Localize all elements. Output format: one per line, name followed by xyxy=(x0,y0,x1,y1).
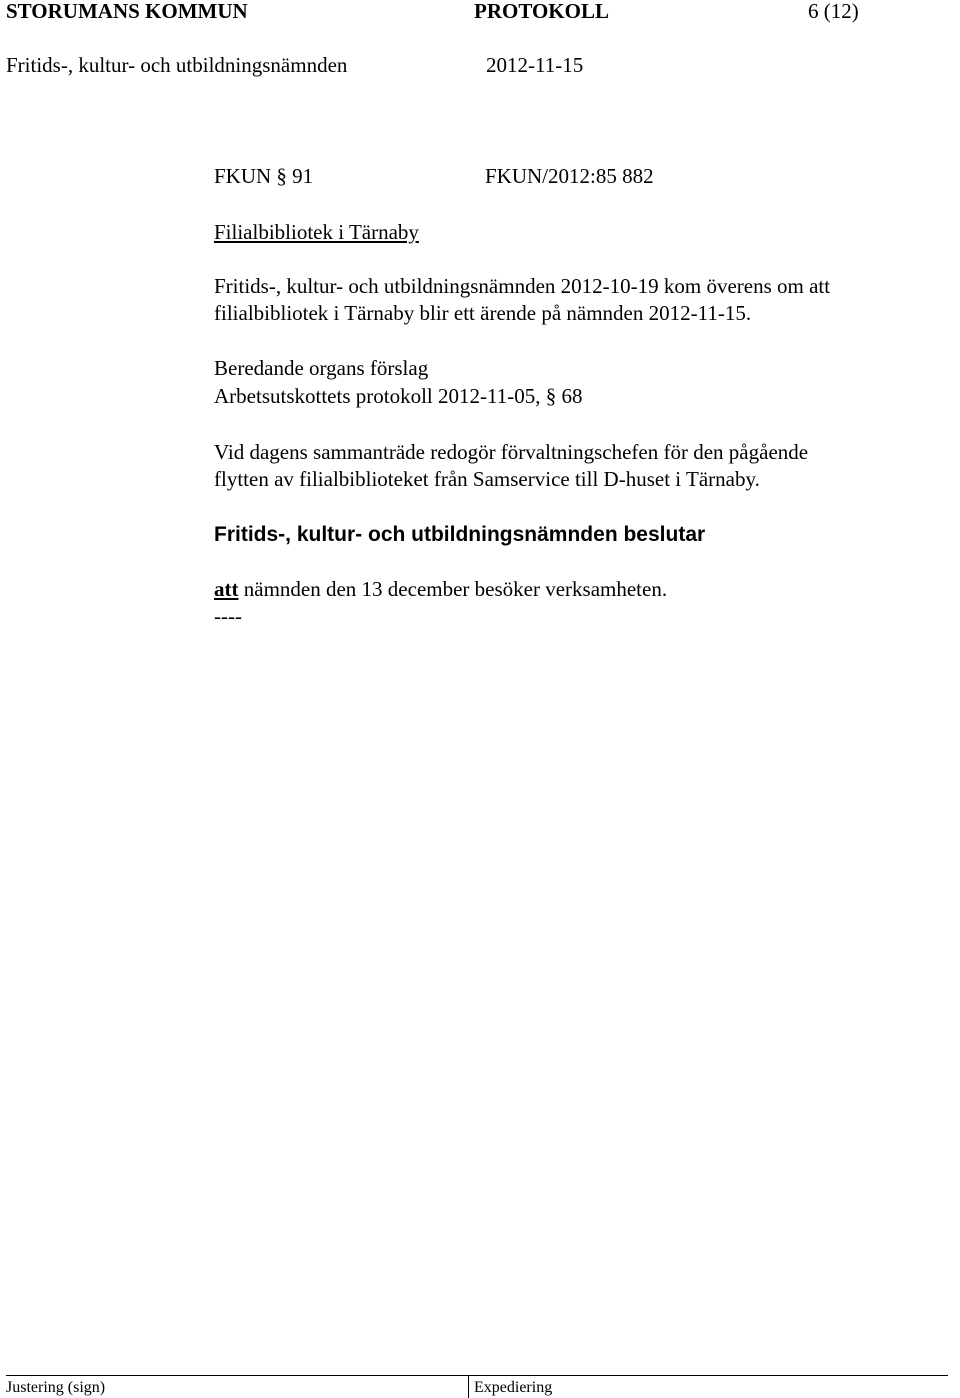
intro-line-2: filialbibliotek i Tärnaby blir ett ärende på nämnden 2012-11-15. xyxy=(214,301,752,325)
proposal-reference: Arbetsutskottets protokoll 2012-11-05, § 68 xyxy=(214,384,583,408)
intro-line-1: Fritids-, kultur- och utbildningsnämnden 2012-10-19 kom överens om att xyxy=(214,274,831,298)
footer-divider xyxy=(468,1375,469,1398)
report-line-1: Vid dagens sammanträde redogör förvaltningschefen för den pågående xyxy=(214,440,809,464)
footer-rule xyxy=(6,1375,948,1376)
decision-line xyxy=(214,576,667,603)
footer-justering-label: Justering (sign) xyxy=(6,1379,106,1396)
decision-att: att xyxy=(214,577,239,601)
document-type: PROTOKOLL xyxy=(474,0,609,23)
diary-number: FKUN/2012:85 882 xyxy=(485,164,654,188)
decision-text: nämnden den 13 december besöker verksamheten. xyxy=(238,577,668,601)
paragraph-number: FKUN § 91 xyxy=(214,164,314,188)
page-number: 6 (12) xyxy=(808,0,859,23)
meeting-date: 2012-11-15 xyxy=(486,53,584,77)
decision-heading: Fritids-, kultur- och utbildningsnämnden beslutar xyxy=(214,523,706,546)
footer-expediering-label: Expediering xyxy=(474,1379,553,1396)
organization-name: STORUMANS KOMMUN xyxy=(6,0,248,23)
case-title: Filialbibliotek i Tärnaby xyxy=(214,220,419,244)
committee-name: Fritids-, kultur- och utbildningsnämnden xyxy=(6,53,348,77)
proposal-heading: Beredande organs förslag xyxy=(214,356,429,380)
report-line-2: flytten av filialbiblioteket från Samservice till D-huset i Tärnaby. xyxy=(214,467,760,491)
end-marker: ---- xyxy=(214,604,242,628)
